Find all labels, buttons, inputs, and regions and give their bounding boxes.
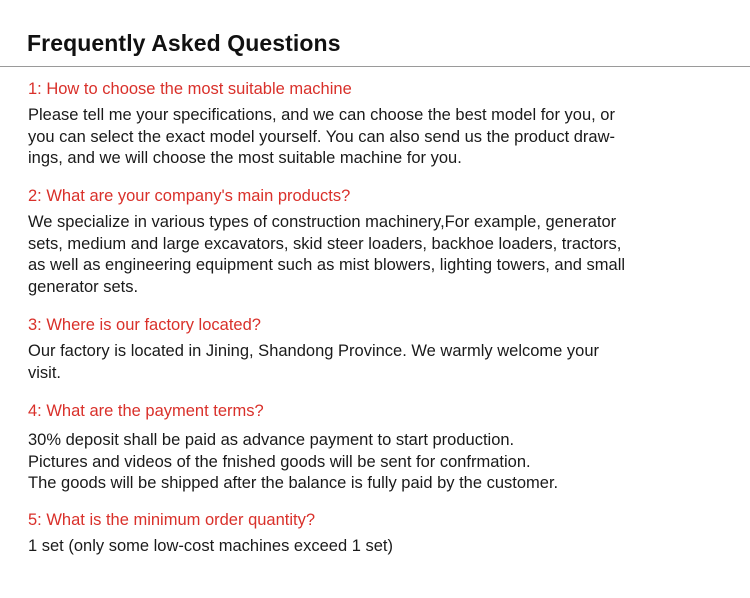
answer-line: ings, and we will choose the most suitable machine for you.: [28, 149, 462, 167]
answer-line: Pictures and videos of the fnished goods will be sent for confrmation.: [28, 452, 531, 471]
page-title: Frequently Asked Questions: [27, 30, 341, 56]
faq-answer: [28, 430, 728, 495]
answer-line: as well as engineering equipment such as mist blowers, lighting towers, and small: [28, 256, 626, 274]
answer-line: 30% deposit shall be paid as advance payment to start production.: [28, 431, 515, 449]
title-divider: [0, 66, 750, 67]
answer-line: you can select the exact model yourself. You can also send us the product draw-: [28, 127, 616, 146]
faq-answer: [28, 212, 728, 298]
faq-answer: [28, 341, 728, 384]
answer-line: We specialize in various types of construction machinery,For example, generator: [28, 213, 617, 231]
faq-item-2: [28, 185, 728, 298]
answer-line: visit.: [28, 363, 61, 382]
faq-question: 1: How to choose the most suitable machine: [28, 80, 352, 98]
answer-line: 1 set (only some low-cost machines exceed 1 set): [28, 537, 393, 555]
faq-item-1: [28, 78, 728, 170]
answer-line: generator sets.: [28, 277, 139, 296]
faq-question: 5: What is the minimum order quantity?: [28, 511, 316, 529]
faq-question: 2: What are your company's main products?: [28, 187, 351, 205]
answer-line: The goods will be shipped after the balance is fully paid by the customer.: [28, 474, 559, 492]
faq-item-4: [28, 400, 728, 495]
faq-item-3: [28, 314, 728, 384]
faq-question: 4: What are the payment terms?: [28, 402, 264, 420]
faq-item-5: [28, 509, 728, 558]
faq-answer: [28, 536, 728, 558]
answer-line: sets, medium and large excavators, skid steer loaders, backhoe loaders, tractors,: [28, 234, 622, 253]
faq-question: 3: Where is our factory located?: [28, 316, 261, 334]
answer-line: Our factory is located in Jining, Shandong Province. We warmly welcome your: [28, 342, 600, 360]
faq-answer: [28, 105, 728, 170]
answer-line: Please tell me your specifications, and we can choose the best model for you, or: [28, 106, 615, 124]
